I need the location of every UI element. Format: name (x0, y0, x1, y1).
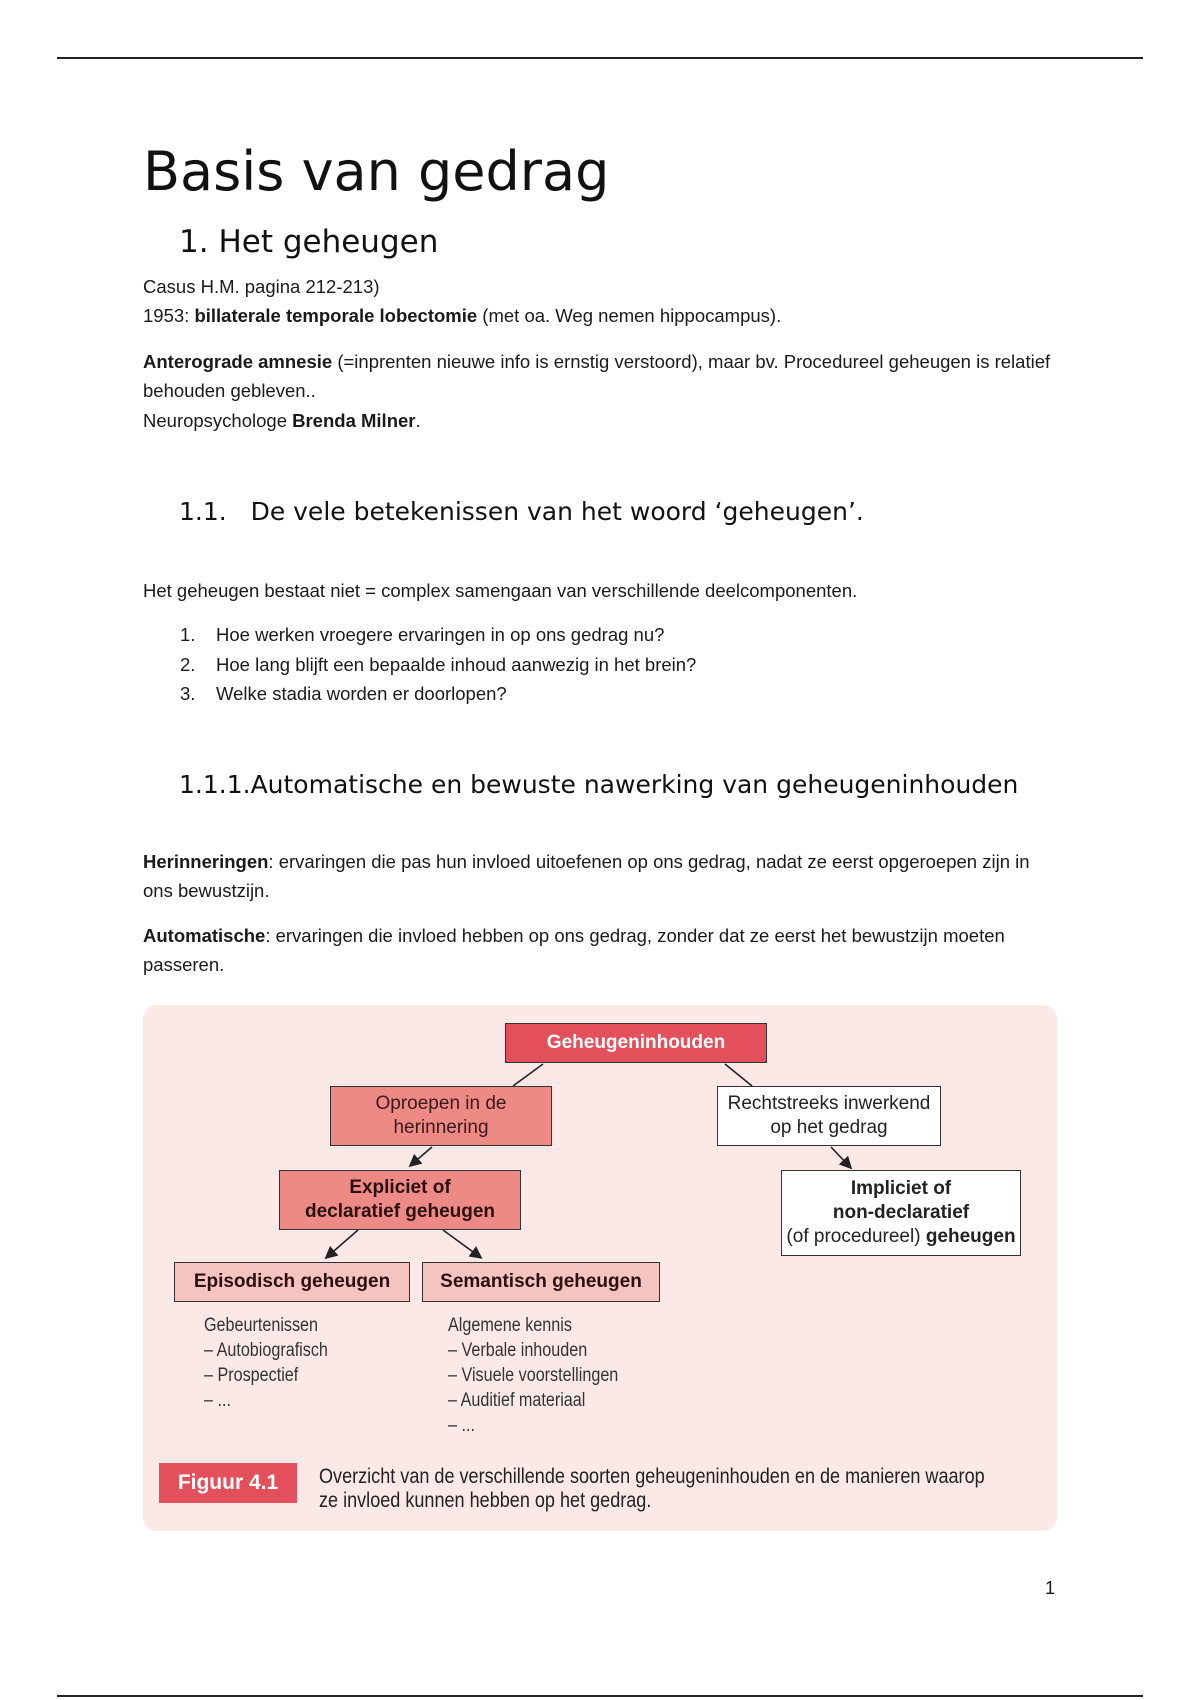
heading-1 (179, 224, 1063, 260)
heading-1-1-1-number: 1.1.1. (179, 770, 251, 799)
episodisch-label: Episodisch geheugen (193, 1271, 391, 1292)
impliciet-line-3b: geheugen (925, 1226, 1016, 1247)
connector-root-oproepen (513, 1064, 543, 1086)
impliciet-line-3a: (of procedureel) (786, 1226, 926, 1247)
connector-expliciet-semantisch (443, 1230, 480, 1257)
connector-root-recht (725, 1064, 752, 1086)
root-node-geheugeninhouden (505, 1023, 767, 1063)
automatische-term: Automatische (143, 925, 266, 946)
heading-1-text: Het geheugen (218, 224, 439, 260)
connector-recht-impliciet (831, 1147, 850, 1167)
recht-line-1: Rechtstreeks inwerkend (727, 1093, 931, 1114)
list-item (143, 650, 696, 680)
case-line: Casus H.M. pagina 212-213) (143, 276, 380, 297)
impliciet-line-1: Impliciet of (850, 1178, 952, 1199)
heading-1-1-text: De vele betekenissen van het woord ‘geheugen’. (250, 497, 864, 526)
herinneringen-paragraph (143, 847, 1063, 905)
impliciet-line-3 (786, 1225, 1015, 1249)
node-semantisch (422, 1262, 660, 1302)
node-episodisch (174, 1262, 410, 1302)
neuro-suffix: . (415, 410, 421, 431)
list-number: 3. (180, 683, 196, 704)
figure-label: Figuur 4.1 (159, 1463, 297, 1503)
procedure-term: billaterale temporale lobectomie (194, 305, 478, 326)
procedure-detail: (met oa. Weg nemen hippocampus). (477, 305, 782, 326)
intro-paragraph: Het geheugen bestaat niet = complex samengaan van verschillende deelcomponenten. (143, 580, 858, 601)
node-expliciet (279, 1170, 521, 1230)
memory-diagram-figure (143, 1005, 1057, 1531)
amnesia-detail: (=inprenten nieuwe info is ernstig verstoord), maar bv. Procedureel geheugen is relatief behouden gebleven.. (143, 351, 1051, 401)
neuropsychologist-line (143, 406, 1063, 435)
caption-line-1: Overzicht van de verschillende soorten geheugeninhouden en de manieren waarop (319, 1465, 985, 1488)
procedure-line (143, 301, 1063, 330)
connector-expliciet-episodisch (327, 1230, 358, 1257)
footer-rule (57, 1695, 1143, 1697)
neuro-prefix: Neuropsychologe (143, 410, 293, 431)
header-rule (57, 57, 1143, 59)
list-item: Gebeurtenissen (204, 1315, 319, 1336)
figure-caption (319, 1465, 985, 1513)
questions-list (143, 620, 696, 709)
list-number: 1. (180, 624, 196, 645)
neuro-name: Brenda Milner (292, 410, 416, 431)
list-item: – Prospectief (204, 1365, 299, 1386)
heading-1-1-number: 1.1. (179, 497, 227, 526)
heading-1-1 (179, 497, 864, 527)
episodisch-list (204, 1313, 328, 1413)
impliciet-line-2: non-declaratief (832, 1202, 970, 1223)
node-oproepen (330, 1086, 552, 1146)
amnesia-term: Anterograde amnesie (143, 351, 333, 372)
list-number: 2. (180, 653, 196, 675)
list-item: – ... (204, 1390, 231, 1411)
list-item: – ... (448, 1415, 475, 1436)
document-page (143, 140, 1063, 264)
amnesia-paragraph (143, 347, 1063, 405)
heading-1-1-1 (179, 770, 1018, 800)
semantisch-label: Semantisch geheugen (440, 1271, 642, 1292)
expliciet-line-2: declaratief geheugen (304, 1201, 496, 1222)
caption-line-2: ze invloed kunnen hebben op het gedrag. (319, 1489, 652, 1512)
list-item: Algemene kennis (448, 1315, 572, 1336)
list-item: – Verbale inhouden (448, 1340, 588, 1361)
heading-1-number: 1. (179, 224, 209, 260)
heading-1-1-1-text: Automatische en bewuste nawerking van geheugeninhouden (250, 770, 1019, 799)
list-item (143, 620, 696, 650)
node-rechtstreeks (717, 1086, 941, 1146)
root-label: Geheugeninhouden (546, 1032, 726, 1053)
node-impliciet (781, 1170, 1021, 1256)
page-number: 1 (1045, 1578, 1056, 1598)
list-item (143, 679, 696, 709)
connector-oproepen-expliciet (411, 1147, 432, 1165)
herinneringen-term: Herinneringen (143, 851, 269, 872)
document-title: Basis van gedrag (143, 140, 610, 203)
semantisch-list (448, 1313, 618, 1438)
list-item: – Visuele voorstellingen (448, 1365, 619, 1386)
list-item: – Auditief materiaal (448, 1390, 586, 1411)
year: 1953: (143, 305, 190, 326)
herinneringen-detail: : ervaringen die pas hun invloed uitoefenen op ons gedrag, nadat ze eerst opgeroepen zijn in ons bewustzijn. (143, 851, 1030, 901)
oproepen-line-2: herinnering (393, 1117, 489, 1138)
list-text: Hoe werken vroegere ervaringen in op ons gedrag nu? (216, 624, 665, 645)
list-text: Hoe lang blijft een bepaalde inhoud aanwezig in het brein? (216, 653, 697, 675)
oproepen-line-1: Oproepen in de (375, 1093, 507, 1114)
list-item: – Autobiografisch (204, 1340, 328, 1361)
automatische-detail: : ervaringen die invloed hebben op ons gedrag, zonder dat ze eerst het bewustzijn moeten passeren. (143, 925, 1005, 975)
expliciet-line-1: Expliciet of (349, 1177, 451, 1198)
automatische-paragraph (143, 921, 1063, 979)
recht-line-2: op het gedrag (770, 1117, 888, 1138)
list-text: Welke stadia worden er doorlopen? (216, 683, 507, 704)
